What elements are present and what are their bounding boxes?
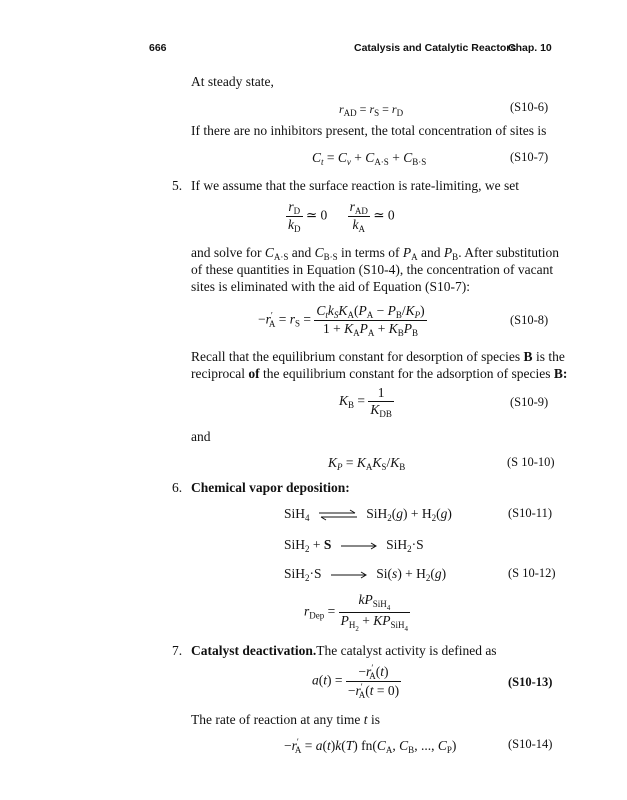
equation-number-s10-9: (S10-9) [510, 395, 549, 409]
equation-s10-8: $-r'_A = r_S$ = $\frac{C_tk_SK_A(P_A - P_B/K_P)}{1 + K_AP_A + K_BP_B}$ [258, 303, 425, 338]
equation-s10-14: $-r'_A = a(t)k(T)$ $fn(C_A$, $C_B$, ..., $C_P$) [284, 737, 457, 755]
equation-s10-13: a(t) = $\frac{-r'_A(t)}{-r'_A(t = 0)}$ [312, 663, 400, 700]
equation-rate-limiting: $\frac{r_D}{k_D}$ ≃ 0 $\frac{r_{AD}}{k_A}$ ≃ 0 [288, 199, 395, 234]
no-inhibitors-text: If there are no inhibitors present, the total concentration of sites is [191, 123, 547, 138]
item-7-line [191, 642, 497, 659]
equation-number-s10-8: (S10-8) [510, 313, 549, 327]
solve-line-3: sites is eliminated with the aid of Equation (S10-7): [191, 279, 470, 294]
item-7-number: 7. [172, 643, 183, 658]
equation-number-s10-13: (S10-13) [508, 675, 553, 689]
equation-s10-10: $K_P = K_AK_S/K_B$ [328, 455, 406, 472]
chapter-label: Chap. 10 [508, 42, 552, 54]
rate-any-time-text: The rate of reaction at any time t is [191, 712, 380, 727]
equation-adsorption-step: SiH$_2$ + S SiH$_2$·S [284, 537, 424, 554]
equation-number-s10-7: (S10-7) [510, 150, 549, 164]
item-5-number: 5. [172, 178, 183, 193]
item-6-number: 6. [172, 480, 183, 495]
steady-state-text: At steady state, [191, 74, 274, 89]
equation-s10-7: $C_t = C_v + C_{A\cdot S} + C_{B\cdot S}$ [312, 150, 427, 167]
equilibrium-arrow-icon [317, 509, 359, 521]
and-text: and [191, 429, 211, 444]
equation-number-s10-11: (S10-11) [508, 506, 552, 520]
item-5-text: If we assume that the surface reaction is rate-limiting, we set [191, 178, 520, 193]
equation-s10-6: $r_{AD} = r_S = r_D$ [339, 102, 404, 118]
item-7-title: Catalyst deactivation. [191, 643, 317, 658]
equation-s10-9: $K_B$ = $\frac{1}{K_{DB}}$ [339, 385, 392, 419]
equation-number-s10-10: (S 10-10) [507, 455, 555, 469]
equation-s10-11: SiH$_4$ $SiH_2(g) + H_2(g)$ [284, 506, 452, 523]
chapter-title: Catalysis and Catalytic Reactors [354, 42, 517, 54]
equation-number-s10-12: (S 10-12) [508, 566, 556, 580]
right-arrow-icon [339, 541, 379, 551]
equation-deposition-rate: $r_{Dep}$ = $\frac{kP_{SiH_4}}{P_{H_2} + KP_{SiH_4}}$ [304, 592, 409, 633]
recall-line-2: reciprocal of the equilibrium constant for the adsorption of species B: [191, 366, 568, 381]
solve-line-2: of these quantities in Equation (S10-4), the concentration of vacant [191, 262, 554, 277]
equation-number-s10-6: (S10-6) [510, 100, 549, 114]
right-arrow-icon [329, 570, 369, 580]
page-number: 666 [149, 42, 167, 54]
item-7-text: The catalyst activity is defined as [316, 643, 497, 658]
recall-line-1: Recall that the equilibrium constant for desorption of species B is the [191, 349, 565, 364]
item-6-title: Chemical vapor deposition: [191, 480, 350, 495]
equation-number-s10-14: (S10-14) [508, 737, 553, 751]
equation-s10-12: SiH$_2$·S $Si(s) + H_2(g)$ [284, 566, 447, 583]
solve-line-1: and solve for $C_{A\cdot S}$ and $C_{B\cdot S}$ in terms of $P_A$ and $P_B$. After substitution [191, 245, 560, 262]
